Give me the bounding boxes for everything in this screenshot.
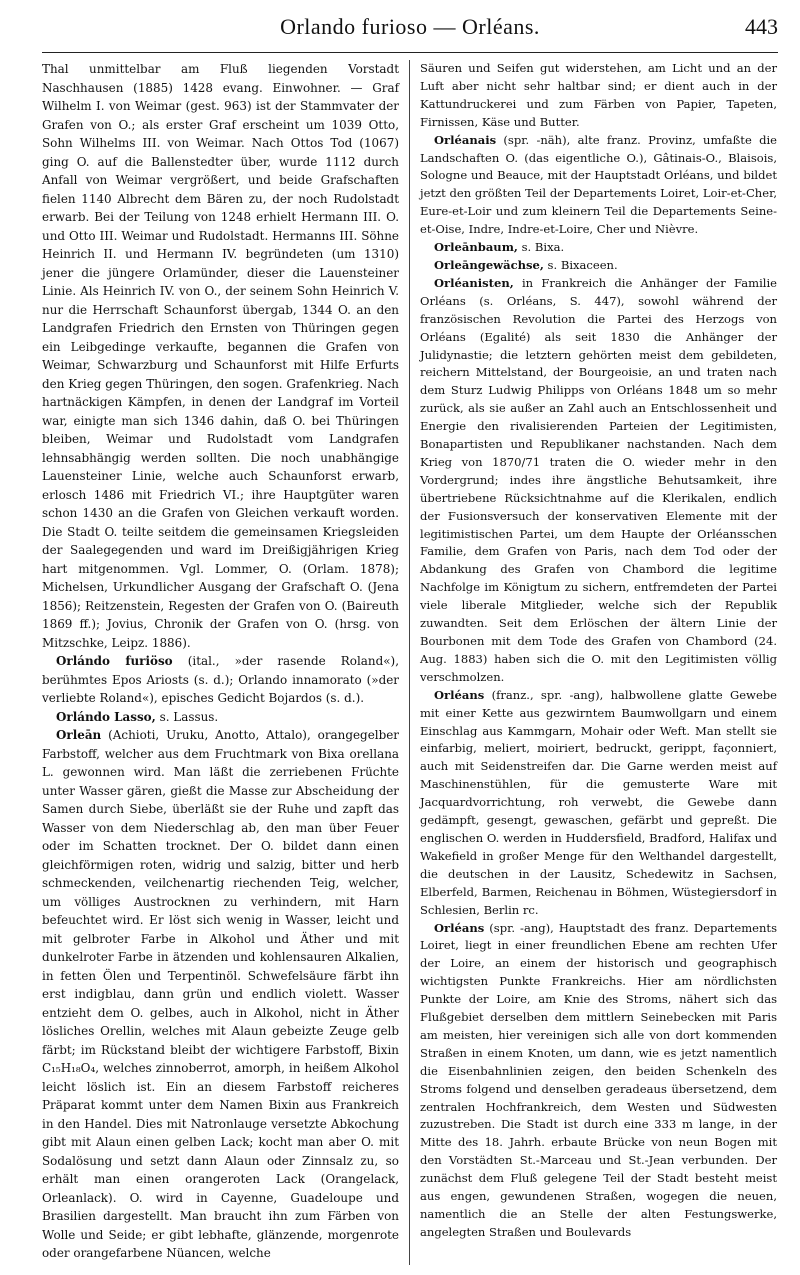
entry-headword: Orleānbaum, [434,240,518,255]
entry-paragraph [420,60,777,132]
entry-orleanais [420,132,777,239]
column-divider [409,60,410,1265]
entry-headword: Orléanisten, [434,275,514,290]
entry-headword: Orléans [434,687,485,702]
entry-text: (franz., spr. -ang), halbwollene glatte Gewebe mit einer Kette aus gezwirntem Baumwollgarn und einem Einschlag aus Kammgarn, Mohair oder Weft. Man stellt sie einfarbig, meliert, moiriert, bedruckt, gerippt, façonniert, auch mit Seidenstreifen dar. Die Garne werden meist auf Maschinenstühlen, für die gemusterte Ware mit Jacquardvorrichtung, roh verwebt, die Gewebe dann gedämpft, gesengt, gewaschen, gefärbt und gepreßt. Die englischen O. werden in Huddersfield, Bradford, Halifax und Wakefield in großer Menge für den Welthandel dargestellt, die deutschen in der Lausitz, Schedewitz in Sachsen, Elberfeld, Barmen, Reichenau in Böhmen, Wüstegiersdorf in Schlesien, Berlin rc. [420,687,777,917]
entry-text: (Achioti, Uruku, Anotto, Attalo), orangegelber Farbstoff, welcher aus dem Fruchtmark von Bixa orellana L. gewonnen wird. Man läßt die zerriebenen Früchte unter Wasser gären, gießt die Masse zur Abscheidung der Samen durch Siebe, überläßt sie der Ruhe und zapft das Wasser von dem Niederschlag ab, den man über Feuer oder im Schatten trocknet. Der O. bildet dann einen gleichförmigen roten, widrig und salzig, bitter und herb schmeckenden, veilchenartig riechenden Teig, welcher, um völliges Austrocknen zu verhindern, mit Harn befeuchtet wird. Er löst sich wenig in Wasser, leicht und mit gelbroter Farbe in Alkohol und Äther und mit dunkelroter Farbe in ätzenden und kohlensauren Alkalien, in fetten Ölen und Terpentinöl. Schwefelsäure färbt ihn erst indigblau, dann grün und endlich violett. Wasser entzieht dem O. gelbes, auch in Alkohol, nicht in Äther lösliches Orellin, welches mit Alaun gebeizte Zeuge gelb färbt; im Rückstand bleibt der wichtigere Farbstoff, Bixin C₁₅H₁₈O₄, welches zinnoberrot, amorph, in heißem Alkohol leicht löslich ist. Ein an diesem Farbstoff reicheres Präparat kommt unter dem Namen Bixin aus Frankreich in den Handel. Dies mit Natronlauge versetzte Abkochung gibt mit Alaun einen gelben Lack; kocht man aber O. mit Sodalösung und setzt dann Alaun oder Zinnsalz zu, so erhält man einen orangeroten Lack (Orangelack, Orleanlack). O. wird in Cayenne, Guadeloupe und Brasilien dargestellt. Man braucht ihn zum Färben von Wolle und Seide; er gibt lebhafte, glänzende, morgenrote oder orangefarbene Nüancen, welche [42,728,399,1260]
entry-text: s. Bixaceen. [543,257,618,272]
entry-text: Thal unmittelbar am Fluß liegenden Vorstadt Naschhausen (1885) 1428 evang. Einwohner. — Graf Wilhelm I. von Weimar (gest. 963) ist der Stammvater der Grafen von O.; als erster Graf erscheint um 1039 Otto, Sohn Wilhelms III. von Weimar. Nach Ottos Tod (1067) ging O. auf die Ballenstedter über, wurde 1112 durch Anfall von Weimar vergrößert, und beide Grafschaften fielen 1140 Albrecht dem Bären zu, der noch Rudolstadt erwarb. Bei der Teilung von 1248 erhielt Hermann III. O. und Otto III. Weimar und Rudolstadt. Hermanns III. Söhne Heinrich II. und Hermann IV. begründeten (um 1310) jener die jüngere Orlamünder, dieser die Lauensteiner Linie. Als Heinrich IV. von O., der seinem Sohn Heinrich V. nur die Herrschaft Schaunforst übergab, 1344 O. an den Landgrafen Friedrich den Ernsten von Thüringen gegen ein Leibgedinge verkaufte, begannen die Grafen von Weimar, Schwarzburg und Schaunforst mit Hilfe Erfurts den Krieg gegen Thüringen, den sogen. Grafenkrieg. Nach hartnäckigen Kämpfen, in denen der Landgraf im Vorteil war, einigte man sich 1346 dahin, daß O. bei Thüringen bleiben, Weimar und Rudolstadt vom Landgrafen lehnsabhängig werden sollten. Die noch unabhängige Lauensteiner Linie, welche auch Schaunforst erwarb, erlosch 1486 mit Friedrich VI.; ihre Hauptgüter waren schon 1430 an die Grafen von Gleichen verkauft worden. Die Stadt O. teilte seitdem die gemeinsamen Kriegsleiden der Saalegegenden und ward im Dreißigjährigen Krieg hart mitgenommen. Vgl. Lommer, O. (Orlam. 1878); Michelsen, Urkundlicher Ausgang der Grafschaft O. (Jena 1856); Reitzenstein, Regesten der Grafen von O. (Baireuth 1869 ff.); Jovius, Chronik der Grafen von O. (hrsg. von Mitzschke, Leipz. 1886). [42,62,399,650]
entry-orleans-fabric [420,687,777,920]
entry-orleangewaechse [420,257,777,275]
entry-orlando-lasso [42,708,399,727]
entry-text: (spr. -ang), Hauptstadt des franz. Departements Loiret, liegt in einer freundlichen Ebene am rechten Ufer der Loire, an einem der historisch und geographisch wichtigsten Punkte Frankreichs. Hier am nördlichsten Punkte der Loire, am Knie des Stroms, nähert sich das Flußgebiet derselben dem mittlern Seinebecken mit Paris am meisten, hier vereinigen sich alle von dort kommenden Straßen in einem Knoten, um dann, wie es jetzt namentlich die Eisenbahnlinien zeigen, den beiden Schenkeln des Stroms folgend und denselben geradeaus übersetzend, dem zentralen Hochfrankreich, dem Westen und Südwesten zuzustreben. Die Stadt ist durch eine 333 m lange, in der Mitte des 18. Jahrh. erbaute Brücke von neun Bogen mit den Vorstädten St.-Marceau und St.-Jean verbunden. Der zunächst dem Fluß gelegene Teil der Stadt besteht meist aus engen, gewundenen Straßen, wogegen die neuen, namentlich die an Stelle der alten Festungswerke, angelegten Straßen und Boulevards [420,920,777,1239]
entry-orleanbaum [420,239,777,257]
entry-paragraph [42,60,399,652]
entry-text: in Frankreich die Anhänger der Familie Orléans (s. Orléans, S. 447), sowohl während der französischen Revolution die Partei des Herzogs von Orléans (Egalité) als seit 1830 die Anhänger der Julidynastie; die letztern gehörten meist dem gebildeten, reichern Mittelstand, der Bourgeoisie, an und traten nach dem Sturz Ludwig Philipps von Orléans 1848 um so mehr zurück, als sie außer an Zahl auch an Entschlossenheit und Energie den rivalisierenden Parteien der Legitimisten, Bonapartisten und Republikaner nachstanden. Nach dem Krieg von 1870/71 traten die O. wieder mehr in den Vordergrund; indes ihre ängstliche Behutsamkeit, ihre übertriebene Rücksichtnahme auf die Klerikalen, endlich der Fusionsversuch der konservativen Elemente mit der legitimistischen Partei, um dem Haupte der Orléansschen Familie, dem Grafen von Paris, nach dem Tod oder der Abdankung des Grafen von Chambord die legitime Nachfolge im Königtum zu sichern, entfremdeten der Partei viele liberale Mitglieder, welche sich der Republik zuwandten. Seit dem Erlöschen der ältern Linie der Bourbonen mit dem Tode des Grafen von Chambord (24. Aug. 1883) haben sich die O. mit den Legitimisten völlig verschmolzen. [420,275,777,684]
entry-text: (spr. -näh), alte franz. Provinz, umfaßte die Landschaften O. (das eigentliche O.), Gâtinais-O., Blaisois, Sologne und Beauce, mit der Hauptstadt Orléans, und bildet jetzt den größten Teil der Departements Loiret, Loir-et-Cher, Eure-et-Loir und zum kleinern Teil die Departements Seine-et-Oise, Indre, Indre-et-Loire, Cher und Nièvre. [420,132,777,237]
entry-headword: Orléans [434,920,485,935]
entry-headword: Orléanais [434,132,497,147]
left-column [42,60,399,1263]
running-title: Orlando furioso — Orléans. [280,14,540,39]
entry-orleans-city [420,920,777,1242]
page-number: 443 [745,14,778,39]
entry-headword: Orleān [56,728,102,742]
entry-headword: Orlándo furiöso [56,654,173,668]
header-rule [42,52,778,53]
entry-text: s. Lassus. [155,709,219,724]
entry-orlean [42,726,399,1263]
entry-headword: Orlándo Lasso, [56,709,156,724]
right-column [420,60,777,1242]
entry-text: Säuren und Seifen gut widerstehen, am Licht und an der Luft aber nicht sehr haltbar sind; er dient auch in der Kattundruckerei und zum Färben von Papier, Tapeten, Firnissen, Käse und Butter. [420,61,777,129]
entry-text: s. Bixa. [517,240,565,255]
entry-orleanisten [420,275,777,687]
entry-text: (ital., »der rasende Roland«), berühmtes Epos Ariosts (s. d.); Orlando innamorato (»der verliebte Roland«), episches Gedicht Bojardos (s. d.). [42,654,400,705]
entry-headword: Orleāngewächse, [434,257,544,272]
page-header [42,12,778,50]
entry-orlando-furioso [42,652,399,708]
